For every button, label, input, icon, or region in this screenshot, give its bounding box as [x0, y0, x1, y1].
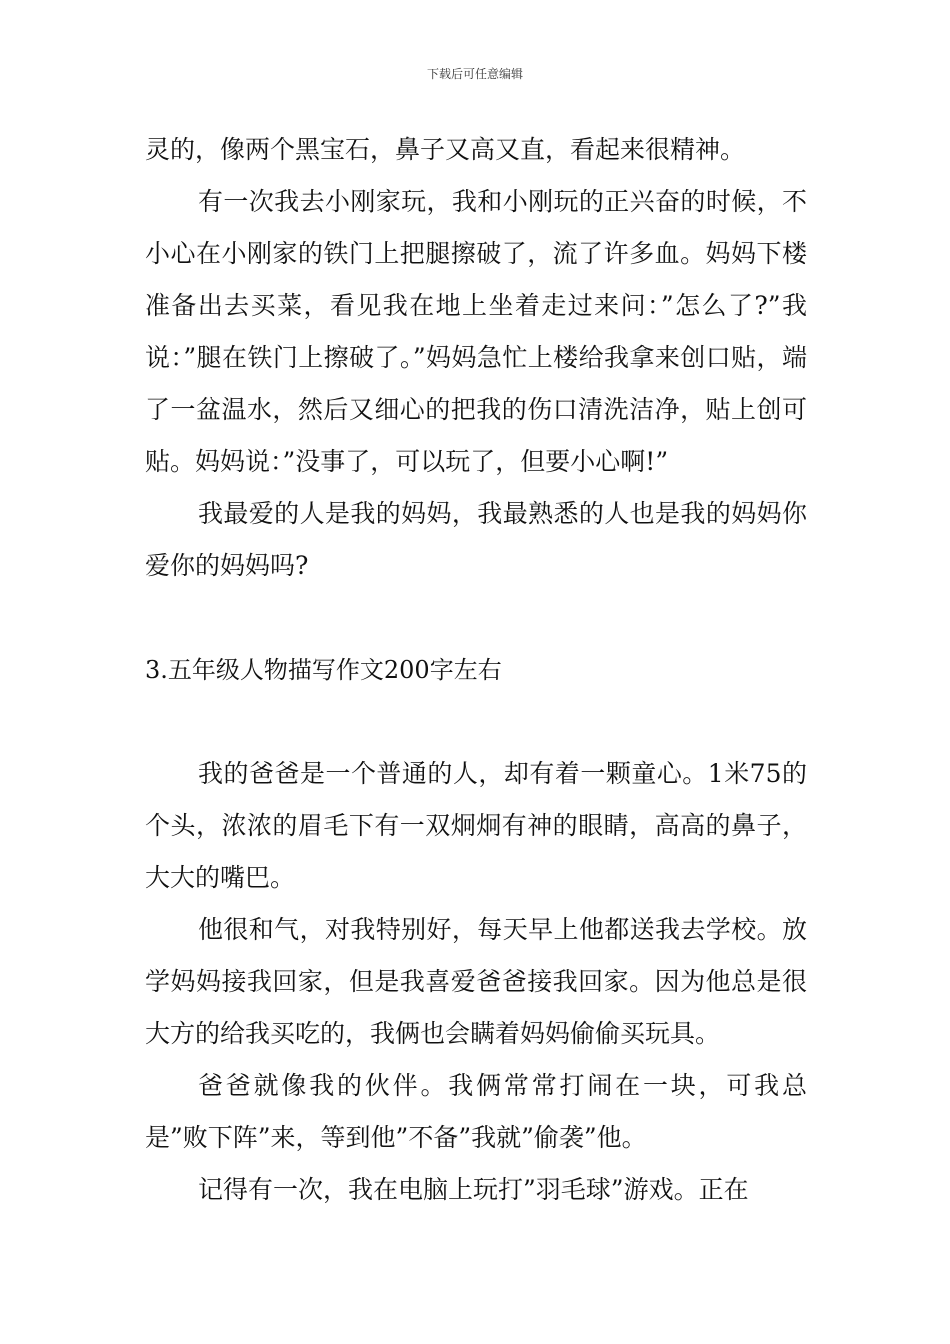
- paragraph: 有一次我去小刚家玩，我和小刚玩的正兴奋的时候，不小心在小刚家的铁门上把腿擦破了，流了许多血。妈妈下楼准备出去买菜，看见我在地上坐着走过来问：”怎么了?”我说：”腿在铁门上擦破了。”妈妈急忙上楼给我拿来创口贴，端了一盆温水，然后又细心的把我的伤口清洗洁净，贴上创可贴。妈妈说：”没事了，可以玩了，但要小心啊!”: [145, 187, 807, 476]
- paragraph: 我的爸爸是一个普通的人，却有着一颗童心。1米75的个头，浓浓的眉毛下有一双炯炯有神的眼睛，高高的鼻子，大大的嘴巴。: [145, 759, 807, 892]
- paragraph: 灵的，像两个黑宝石，鼻子又高又直，看起来很精神。: [145, 135, 746, 164]
- paragraph: 他很和气，对我特别好，每天早上他都送我去学校。放学妈妈接我回家，但是我喜爱爸爸接我回家。因为他总是很大方的给我买吃的，我俩也会瞒着妈妈偷偷买玩具。: [145, 915, 807, 1048]
- paragraph: 记得有一次，我在电脑上玩打”羽毛球”游戏。正在: [198, 1175, 749, 1204]
- section-heading: 3.五年级人物描写作文200字左右: [145, 656, 502, 684]
- paragraph: 爸爸就像我的伙伴。我俩常常打闹在一块，可我总是”败下阵”来，等到他”不备”我就”偷袭”他。: [145, 1071, 807, 1152]
- document-body: [145, 124, 807, 1216]
- page-header: 下载后可任意编辑: [426, 67, 523, 81]
- paragraph: 我最爱的人是我的妈妈，我最熟悉的人也是我的妈妈你爱你的妈妈吗?: [145, 499, 807, 580]
